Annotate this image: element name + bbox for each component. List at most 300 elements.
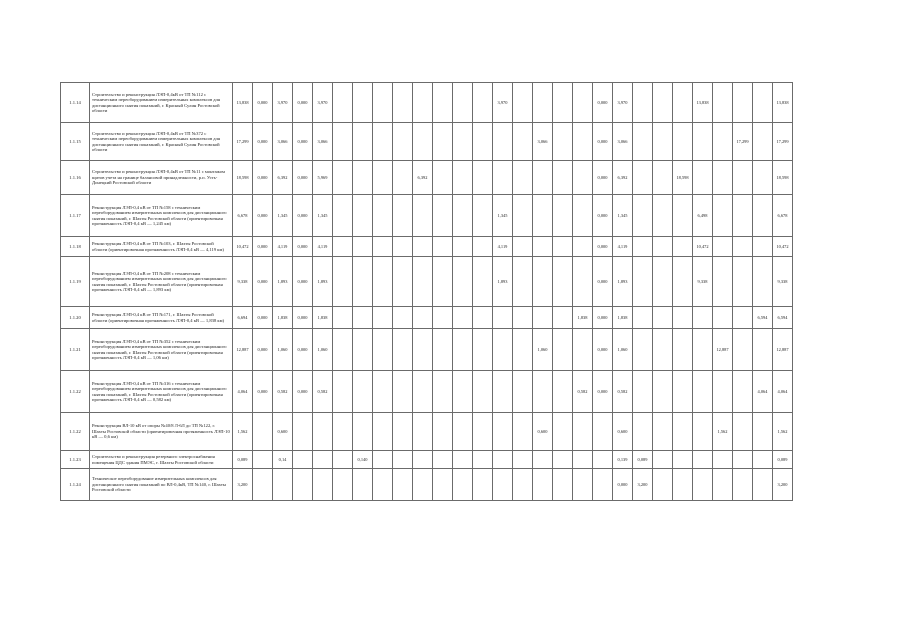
value-cell (353, 413, 373, 451)
value-cell (373, 371, 393, 413)
table-row (61, 257, 793, 307)
value-cell (713, 451, 733, 469)
value-cell (373, 83, 393, 123)
value-cell (653, 83, 673, 123)
value-cell (393, 123, 413, 161)
value-cell (713, 257, 733, 307)
value-cell (433, 161, 453, 195)
value-cell (633, 123, 653, 161)
value-cell (253, 469, 273, 501)
value-cell (333, 413, 353, 451)
value-cell: 0,000 (593, 195, 613, 237)
value-cell (413, 451, 433, 469)
value-cell (513, 329, 533, 371)
row-index: 1.1.20 (61, 307, 90, 329)
value-cell: 1,060 (613, 329, 633, 371)
value-cell (513, 371, 533, 413)
value-cell: 13,838 (693, 83, 713, 123)
value-cell: 1,060 (313, 329, 333, 371)
value-cell (473, 371, 493, 413)
value-cell (633, 307, 653, 329)
value-cell: 1,838 (613, 307, 633, 329)
value-cell (453, 451, 473, 469)
value-cell (593, 451, 613, 469)
value-cell: 1,562 (233, 413, 253, 451)
value-cell (653, 161, 673, 195)
value-cell (373, 123, 393, 161)
value-cell (373, 237, 393, 257)
value-cell (533, 469, 553, 501)
value-cell: 3,970 (313, 83, 333, 123)
value-cell: 3,066 (613, 123, 633, 161)
value-cell (513, 237, 533, 257)
value-cell: 12,887 (713, 329, 733, 371)
value-cell (413, 469, 433, 501)
value-cell (573, 451, 593, 469)
value-cell (393, 195, 413, 237)
value-cell (753, 161, 773, 195)
value-cell (753, 451, 773, 469)
value-cell: 4,064 (773, 371, 793, 413)
value-cell (553, 195, 573, 237)
value-cell: 3,066 (533, 123, 553, 161)
value-cell: 10,472 (773, 237, 793, 257)
value-cell: 0,000 (253, 329, 273, 371)
value-cell (453, 237, 473, 257)
value-cell (673, 371, 693, 413)
project-name: Реконструкция ЛЭП-0,4 кВ от ТП №158 с техническим переоборудованием измерительных комплексов для дистанционного снятия показаний, г. Шахты Ростовской области (ориентировочная протяженность ЛЭП-0,4 кВ — 1,245 км) (90, 195, 233, 237)
value-cell (633, 83, 653, 123)
value-cell (313, 451, 333, 469)
value-cell: 0,582 (273, 371, 293, 413)
value-cell (673, 195, 693, 237)
value-cell (433, 123, 453, 161)
value-cell (693, 413, 713, 451)
value-cell: 6,678 (233, 195, 253, 237)
value-cell (513, 195, 533, 237)
value-cell (753, 329, 773, 371)
value-cell: 13,838 (233, 83, 253, 123)
value-cell: 12,887 (233, 329, 253, 371)
value-cell (633, 257, 653, 307)
value-cell: 4,119 (313, 237, 333, 257)
value-cell (593, 413, 613, 451)
value-cell (473, 257, 493, 307)
value-cell: 3,200 (773, 469, 793, 501)
value-cell: 0,000 (593, 161, 613, 195)
value-cell: 0,000 (293, 329, 313, 371)
project-name: Реконструкция ЛЭП-0,4 кВ от ТП №352 с техническим переоборудованием измерительных комплексов для дистанционного снятия показаний, г. Шахты Ростовской области (ориентировочная протяженность ЛЭП-0,4 кВ — 1,06 км) (90, 329, 233, 371)
value-cell: 1,060 (273, 329, 293, 371)
value-cell (513, 469, 533, 501)
value-cell (373, 469, 393, 501)
value-cell (493, 469, 513, 501)
value-cell (453, 83, 473, 123)
value-cell: 0,000 (593, 83, 613, 123)
value-cell (513, 451, 533, 469)
value-cell: 6,594 (753, 307, 773, 329)
value-cell: 0,000 (253, 83, 273, 123)
value-cell (573, 237, 593, 257)
value-cell (413, 307, 433, 329)
value-cell (533, 195, 553, 237)
value-cell: 18,598 (233, 161, 253, 195)
table-row (61, 307, 793, 329)
value-cell (333, 469, 353, 501)
value-cell (473, 307, 493, 329)
project-name: Реконструкция ВЛ-10 кВ от опоры №40/8 Л-6Л до ТП №122, г. Шахты Ростовской области (ориентировочная протяженность ЛЭП-10 кВ — 0,6 км) (90, 413, 233, 451)
value-cell: 12,887 (773, 329, 793, 371)
value-cell (553, 257, 573, 307)
value-cell (633, 237, 653, 257)
value-cell (353, 237, 373, 257)
value-cell (493, 123, 513, 161)
value-cell: 0,000 (593, 257, 613, 307)
value-cell (353, 195, 373, 237)
value-cell: 10,472 (693, 237, 713, 257)
value-cell (433, 307, 453, 329)
value-cell: 9,338 (693, 257, 713, 307)
value-cell (733, 329, 753, 371)
value-cell (533, 451, 553, 469)
value-cell (413, 413, 433, 451)
value-cell: 6,392 (273, 161, 293, 195)
value-cell: 0,000 (293, 307, 313, 329)
value-cell (573, 161, 593, 195)
value-cell (713, 469, 733, 501)
value-cell (313, 413, 333, 451)
value-cell: 17,299 (773, 123, 793, 161)
value-cell (473, 195, 493, 237)
project-name: Строительство и реконструкция резервного электроснабжения помещения ЦДС здания ПМЭС, г. Шахты Ростовской области (90, 451, 233, 469)
value-cell: 9,338 (233, 257, 253, 307)
row-index: 1.1.21 (61, 329, 90, 371)
value-cell (733, 83, 753, 123)
value-cell (453, 161, 473, 195)
table-row (61, 123, 793, 161)
value-cell: 3,066 (313, 123, 333, 161)
value-cell (673, 469, 693, 501)
value-cell (673, 413, 693, 451)
value-cell (473, 123, 493, 161)
value-cell: 0,582 (573, 371, 593, 413)
value-cell (333, 83, 353, 123)
project-name: Строительство и реконструкция ЛЭП-0,4кВ от ТП №11 с монтажом щитов учета на границе балансовой принадлежности, р.п. Усть-Донецкий Ростовской области (90, 161, 233, 195)
value-cell: 1,838 (313, 307, 333, 329)
value-cell (713, 371, 733, 413)
value-cell (593, 469, 613, 501)
value-cell (313, 469, 333, 501)
value-cell (553, 451, 573, 469)
value-cell (353, 329, 373, 371)
value-cell (453, 257, 473, 307)
value-cell (473, 413, 493, 451)
value-cell (453, 371, 473, 413)
table-row (61, 329, 793, 371)
value-cell: 1,838 (273, 307, 293, 329)
value-cell: 18,598 (773, 161, 793, 195)
value-cell (373, 413, 393, 451)
value-cell: 0,000 (293, 195, 313, 237)
value-cell (553, 413, 573, 451)
value-cell: 0,089 (233, 451, 253, 469)
project-name: Строительство и реконструкция ЛЭП-0,4кВ от ТП №112 с техническим переоборудованием измерительных комплексов для дистанционного снятия показаний, г. Красный Сулин Ростовской области (90, 83, 233, 123)
value-cell (673, 237, 693, 257)
value-cell (633, 371, 653, 413)
value-cell: 0,14 (273, 451, 293, 469)
value-cell (413, 329, 433, 371)
value-cell (653, 371, 673, 413)
project-name: Реконструкция ЛЭП-0,4 кВ от ТП №316 с техническим переоборудованием измерительных комплексов для дистанционного снятия показаний, г. Шахты Ростовской области (ориентировочная протяженность ЛЭП-0,4 кВ — 0,582 км) (90, 371, 233, 413)
value-cell (573, 413, 593, 451)
value-cell (333, 195, 353, 237)
value-cell: 1,060 (533, 329, 553, 371)
value-cell: 10,472 (233, 237, 253, 257)
value-cell: 0,000 (593, 329, 613, 371)
value-cell: 0,000 (593, 371, 613, 413)
value-cell: 0,000 (293, 123, 313, 161)
row-index: 1.1.22 (61, 371, 90, 413)
value-cell (633, 195, 653, 237)
value-cell (333, 161, 353, 195)
value-cell (653, 195, 673, 237)
value-cell (693, 123, 713, 161)
value-cell (293, 451, 313, 469)
value-cell: 3,200 (633, 469, 653, 501)
project-name: Реконструкция ЛЭП-0,4 кВ от ТП №103, г. Шахты Ростовской области (ориентировочная протяженность ЛЭП-0,4 кВ — 4,119 км) (90, 237, 233, 257)
value-cell (253, 413, 273, 451)
row-index: 1.1.17 (61, 195, 90, 237)
value-cell (373, 257, 393, 307)
value-cell (373, 161, 393, 195)
value-cell (733, 195, 753, 237)
value-cell (653, 257, 673, 307)
value-cell (473, 237, 493, 257)
value-cell (353, 469, 373, 501)
value-cell (473, 469, 493, 501)
value-cell (433, 195, 453, 237)
table-row (61, 413, 793, 451)
value-cell: 5,969 (313, 161, 333, 195)
value-cell (553, 161, 573, 195)
value-cell (393, 371, 413, 413)
value-cell (513, 413, 533, 451)
value-cell (293, 413, 313, 451)
value-cell: 4,119 (613, 237, 633, 257)
value-cell (693, 329, 713, 371)
value-cell (273, 469, 293, 501)
value-cell (653, 237, 673, 257)
value-cell: 0,140 (353, 451, 373, 469)
value-cell: 3,066 (273, 123, 293, 161)
value-cell: 1,562 (713, 413, 733, 451)
value-cell (753, 413, 773, 451)
value-cell: 13,838 (773, 83, 793, 123)
value-cell: 4,064 (233, 371, 253, 413)
value-cell: 0,600 (273, 413, 293, 451)
value-cell (573, 83, 593, 123)
value-cell (353, 123, 373, 161)
value-cell (713, 123, 733, 161)
value-cell: 6,392 (413, 161, 433, 195)
value-cell (513, 123, 533, 161)
value-cell (493, 371, 513, 413)
value-cell (433, 237, 453, 257)
value-cell (353, 83, 373, 123)
value-cell (693, 161, 713, 195)
value-cell (393, 307, 413, 329)
value-cell: 0,139 (613, 451, 633, 469)
value-cell (333, 451, 353, 469)
value-cell: 6,594 (773, 307, 793, 329)
value-cell (413, 195, 433, 237)
value-cell: 1,562 (773, 413, 793, 451)
value-cell (553, 123, 573, 161)
value-cell (493, 307, 513, 329)
value-cell (533, 83, 553, 123)
value-cell (433, 257, 453, 307)
value-cell (393, 451, 413, 469)
value-cell: 0,000 (253, 237, 273, 257)
value-cell: 1,893 (613, 257, 633, 307)
row-index: 1.1.22 (61, 413, 90, 451)
value-cell: 6,694 (233, 307, 253, 329)
value-cell (553, 83, 573, 123)
value-cell (633, 161, 653, 195)
value-cell (733, 469, 753, 501)
value-cell (413, 257, 433, 307)
value-cell: 0,089 (633, 451, 653, 469)
value-cell: 0,582 (613, 371, 633, 413)
value-cell (433, 469, 453, 501)
value-cell: 0,000 (253, 123, 273, 161)
value-cell (673, 83, 693, 123)
value-cell (433, 83, 453, 123)
value-cell (293, 469, 313, 501)
value-cell (493, 413, 513, 451)
value-cell (513, 307, 533, 329)
value-cell: 0,000 (253, 195, 273, 237)
value-cell (713, 307, 733, 329)
project-name: Техническое переоборудование измерительных комплексов для дистанционного снятия показаний по ВЛ-0,4кВ, ТП №140, г. Шахты Ростовской области (90, 469, 233, 501)
value-cell: 1,893 (493, 257, 513, 307)
value-cell (513, 257, 533, 307)
value-cell (373, 307, 393, 329)
value-cell (353, 257, 373, 307)
row-index: 1.1.16 (61, 161, 90, 195)
value-cell (573, 257, 593, 307)
value-cell (653, 307, 673, 329)
value-cell (433, 371, 453, 413)
value-cell: 0,000 (613, 469, 633, 501)
value-cell (413, 83, 433, 123)
value-cell: 6,498 (693, 195, 713, 237)
value-cell (393, 83, 413, 123)
value-cell: 0,000 (253, 371, 273, 413)
table-row (61, 451, 793, 469)
value-cell (653, 123, 673, 161)
value-cell: 0,000 (293, 371, 313, 413)
value-cell (673, 257, 693, 307)
value-cell (733, 307, 753, 329)
value-cell (653, 469, 673, 501)
value-cell (673, 123, 693, 161)
row-index: 1.1.14 (61, 83, 90, 123)
value-cell (673, 307, 693, 329)
value-cell (573, 123, 593, 161)
row-index: 1.1.24 (61, 469, 90, 501)
value-cell (553, 237, 573, 257)
value-cell (453, 413, 473, 451)
value-cell (473, 161, 493, 195)
value-cell: 4,064 (753, 371, 773, 413)
value-cell: 1,893 (313, 257, 333, 307)
value-cell: 1,838 (573, 307, 593, 329)
value-cell (753, 123, 773, 161)
value-cell (753, 469, 773, 501)
value-cell (513, 83, 533, 123)
value-cell: 3,970 (493, 83, 513, 123)
value-cell (753, 195, 773, 237)
table-row (61, 195, 793, 237)
value-cell: 0,000 (293, 237, 313, 257)
value-cell: 3,200 (233, 469, 253, 501)
row-index: 1.1.23 (61, 451, 90, 469)
value-cell: 0,582 (313, 371, 333, 413)
value-cell (333, 371, 353, 413)
value-cell (693, 307, 713, 329)
value-cell (413, 371, 433, 413)
value-cell (553, 469, 573, 501)
value-cell: 1,345 (313, 195, 333, 237)
value-cell: 3,970 (273, 83, 293, 123)
value-cell (713, 195, 733, 237)
value-cell (473, 451, 493, 469)
value-cell (573, 329, 593, 371)
value-cell: 0,000 (293, 257, 313, 307)
value-cell: 0,000 (593, 307, 613, 329)
value-cell (533, 371, 553, 413)
value-cell: 1,893 (273, 257, 293, 307)
value-cell: 3,970 (613, 83, 633, 123)
value-cell (533, 307, 553, 329)
value-cell (333, 307, 353, 329)
value-cell: 18,598 (673, 161, 693, 195)
value-cell (513, 161, 533, 195)
value-cell: 0,600 (613, 413, 633, 451)
table-row (61, 237, 793, 257)
value-cell (653, 451, 673, 469)
value-cell: 4,119 (273, 237, 293, 257)
value-cell (433, 329, 453, 371)
value-cell (533, 161, 553, 195)
investment-program-table (60, 82, 793, 501)
value-cell (473, 83, 493, 123)
value-cell: 17,299 (733, 123, 753, 161)
value-cell (353, 307, 373, 329)
value-cell (733, 161, 753, 195)
value-cell (453, 469, 473, 501)
value-cell (393, 469, 413, 501)
project-name: Реконструкция ЛЭП-0,4 кВ от ТП №171, г. Шахты Ростовской области (ориентировочная протяженность ЛЭП-0,4 кВ — 1,838 км) (90, 307, 233, 329)
value-cell (333, 237, 353, 257)
value-cell (353, 161, 373, 195)
value-cell (753, 257, 773, 307)
table-row (61, 161, 793, 195)
value-cell (753, 83, 773, 123)
value-cell: 0,089 (773, 451, 793, 469)
value-cell (653, 329, 673, 371)
